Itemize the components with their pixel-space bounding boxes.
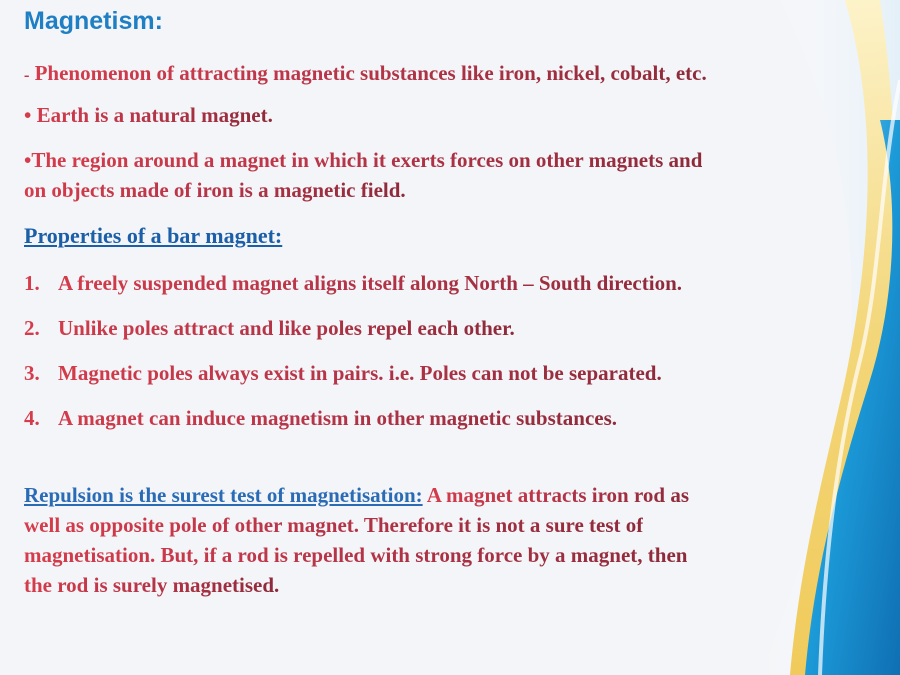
page-title: Magnetism: [24,7,163,35]
property-number: 3. [24,361,40,385]
property-text: A magnet can induce magnetism in other magnetic substances. [58,406,618,430]
properties-heading: Properties of a bar magnet: [24,223,283,248]
repulsion-line-4: the rod is surely magnetised. [24,570,279,600]
property-item-2 [24,313,515,343]
intro-text-2: Earth is a natural magnet. [36,103,273,127]
repulsion-line-1 [24,480,689,510]
property-text: Unlike poles attract and like poles repel each other. [58,316,515,340]
property-number: 1. [24,271,40,295]
property-text: Magnetic poles always exist in pairs. i.e. Poles can not be separated. [58,361,662,385]
intro-line-3b: on objects made of iron is a magnetic field. [24,175,406,205]
intro-line-1 [24,58,707,91]
repulsion-line-3: magnetisation. But, if a rod is repelled with strong force by a magnet, then [24,540,687,570]
intro-line-3a [24,145,702,175]
property-item-4 [24,403,617,433]
repulsion-line-2: well as opposite pole of other magnet. Therefore it is not a sure test of [24,510,643,540]
property-item-1 [24,268,682,298]
intro-text-1: Phenomenon of attracting magnetic substances like iron, nickel, cobalt, etc. [34,61,707,85]
repulsion-text-1: A magnet attracts iron rod as [422,483,690,507]
bullet-marker: • [24,148,32,172]
property-number: 4. [24,406,40,430]
property-item-3 [24,358,662,388]
intro-line-2 [24,100,273,130]
property-number: 2. [24,316,40,340]
bullet-marker: • [24,103,32,127]
property-text: A freely suspended magnet aligns itself along North – South direction. [58,271,683,295]
intro-text-3a: The region around a magnet in which it exerts forces on other magnets and [31,148,703,172]
repulsion-link[interactable]: Repulsion is the surest test of magnetisation: [24,483,423,507]
dash-marker: - [24,67,30,84]
